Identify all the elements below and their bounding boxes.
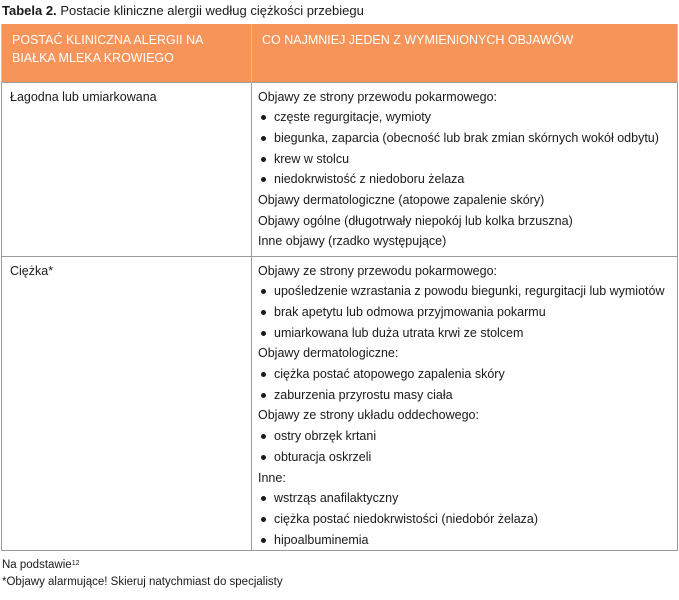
symptom-list <box>258 281 669 343</box>
symptom-item: hipoalbuminemia <box>258 530 669 551</box>
symptom-list <box>258 426 669 467</box>
symptom-item: upośledzenie wzrastania z powodu biegunki, regurgitacji lub wymiotów <box>258 281 669 302</box>
symptom-item: biegunka, zaparcia (obecność lub brak zmian skórnych wokół odbytu) <box>258 128 669 149</box>
symptom-group-heading: Inne: <box>258 470 286 485</box>
symptom-item: zaburzenia przyrostu masy ciała <box>258 385 669 406</box>
symptom-list <box>258 107 669 190</box>
severity-cell-mild: Łagodna lub umiarkowana <box>2 82 252 256</box>
symptom-item: obturacja oskrzeli <box>258 447 669 468</box>
symptom-group-heading: Inne objawy (rzadko występujące) <box>258 234 447 249</box>
symptom-group-heading: Objawy ze strony przewodu pokarmowego: <box>258 89 498 104</box>
symptom-group-heading: Objawy ze strony układu oddechowego: <box>258 408 479 423</box>
header-clinical-form: POSTAĆ KLINICZNA ALERGII NA BIAŁKA MLEKA KROWIEGO <box>2 24 252 82</box>
symptoms-cell-severe <box>252 256 678 551</box>
alarm-footnote: *Objawy alarmujące! Skieruj natychmiast do specjalisty <box>2 576 283 588</box>
symptom-list <box>258 488 669 550</box>
symptom-item: ciężka postać atopowego zapalenia skóry <box>258 364 669 385</box>
symptom-item: ostry obrzęk krtani <box>258 426 669 447</box>
source-text: Na podstawie <box>2 559 72 571</box>
symptom-item: niedokrwistość z niedoboru żelaza <box>258 169 669 190</box>
symptom-group-heading: Objawy dermatologiczne (atopowe zapalenie skóry) <box>258 193 545 208</box>
symptom-item: krew w stolcu <box>258 149 669 170</box>
symptom-item: brak apetytu lub odmowa przyjmowania pokarmu <box>258 302 669 323</box>
symptom-group-heading: Objawy ogólne (długotrwały niepokój lub kolka brzuszna) <box>258 213 573 228</box>
severity-cell-severe: Ciężka* <box>2 256 252 551</box>
symptom-item: częste regurgitacje, wymioty <box>258 107 669 128</box>
table-caption-label: Tabela 2. <box>2 3 57 18</box>
footnotes <box>2 557 283 591</box>
symptom-group-heading: Objawy ze strony przewodu pokarmowego: <box>258 263 498 278</box>
symptoms-cell-mild <box>252 82 678 256</box>
source-reference: 12 <box>71 560 80 567</box>
symptom-group-heading: Objawy dermatologiczne: <box>258 346 399 361</box>
clinical-forms-table <box>1 24 678 551</box>
source-footnote <box>2 557 283 574</box>
symptom-list <box>258 364 669 405</box>
table-row-severe <box>2 256 678 551</box>
header-symptoms: CO NAJMNIEJ JEDEN Z WYMIENIONYCH OBJAWÓW <box>252 24 678 82</box>
table-row-mild <box>2 82 678 256</box>
table-caption <box>2 3 364 19</box>
table-caption-text: Postacie kliniczne alergii według ciężkości przebiegu <box>60 3 364 18</box>
table-header-row <box>2 24 678 82</box>
symptom-item: wstrząs anafilaktyczny <box>258 488 669 509</box>
symptom-item: umiarkowana lub duża utrata krwi ze stolcem <box>258 323 669 344</box>
symptom-item: ciężka postać niedokrwistości (niedobór żelaza) <box>258 509 669 530</box>
